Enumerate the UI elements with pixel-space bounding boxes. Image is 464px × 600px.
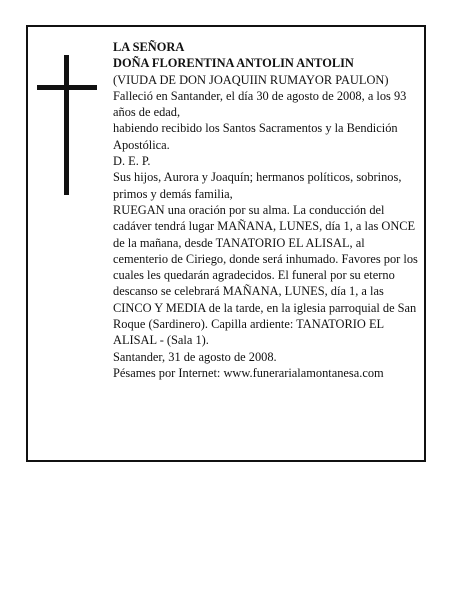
place-date: Santander, 31 de agosto de 2008. xyxy=(113,349,277,364)
funeral-details: RUEGAN una oración por su alma. La conducción del cadáver tendrá lugar MAÑANA, LUNES, día 1, a las ONCE de la mañana, desde TANATORIO EL ALISAL, al cementerio de Ciriego, donde será inhumado. Favores por los cuales les quedarán agradecidos. El funeral por su eterno descanso se celebrará MAÑANA, LUNES, día 1, a las CINCO Y MEDIA de la tarde, en la iglesia parroquial de San Roque (Sardinero). Capilla ardiente: TANATORIO EL ALISAL - (Sala 1). xyxy=(113,202,418,348)
cross-vertical-bar xyxy=(64,55,69,195)
condolences-link: Pésames por Internet: www.funerarialamontanesa.com xyxy=(113,365,384,380)
sacraments-statement: habiendo recibido los Santos Sacramentos y la Bendición Apostólica. xyxy=(113,121,398,152)
cross-icon xyxy=(37,55,97,195)
deceased-name: DOÑA FLORENTINA ANTOLIN ANTOLIN xyxy=(113,56,354,71)
notice-title: LA SEÑORA xyxy=(113,40,185,54)
obituary-text xyxy=(113,39,421,381)
cross-horizontal-bar xyxy=(37,85,97,90)
widow-of: (VIUDA DE DON JOAQUIIN RUMAYOR PAULON) xyxy=(113,72,389,87)
rest-in-peace: D. E. P. xyxy=(113,154,151,169)
family-list: Sus hijos, Aurora y Joaquín; hermanos políticos, sobrinos, primos y demás familia, xyxy=(113,170,402,201)
death-statement: Falleció en Santander, el día 30 de agosto de 2008, a los 93 años de edad, xyxy=(113,88,407,120)
